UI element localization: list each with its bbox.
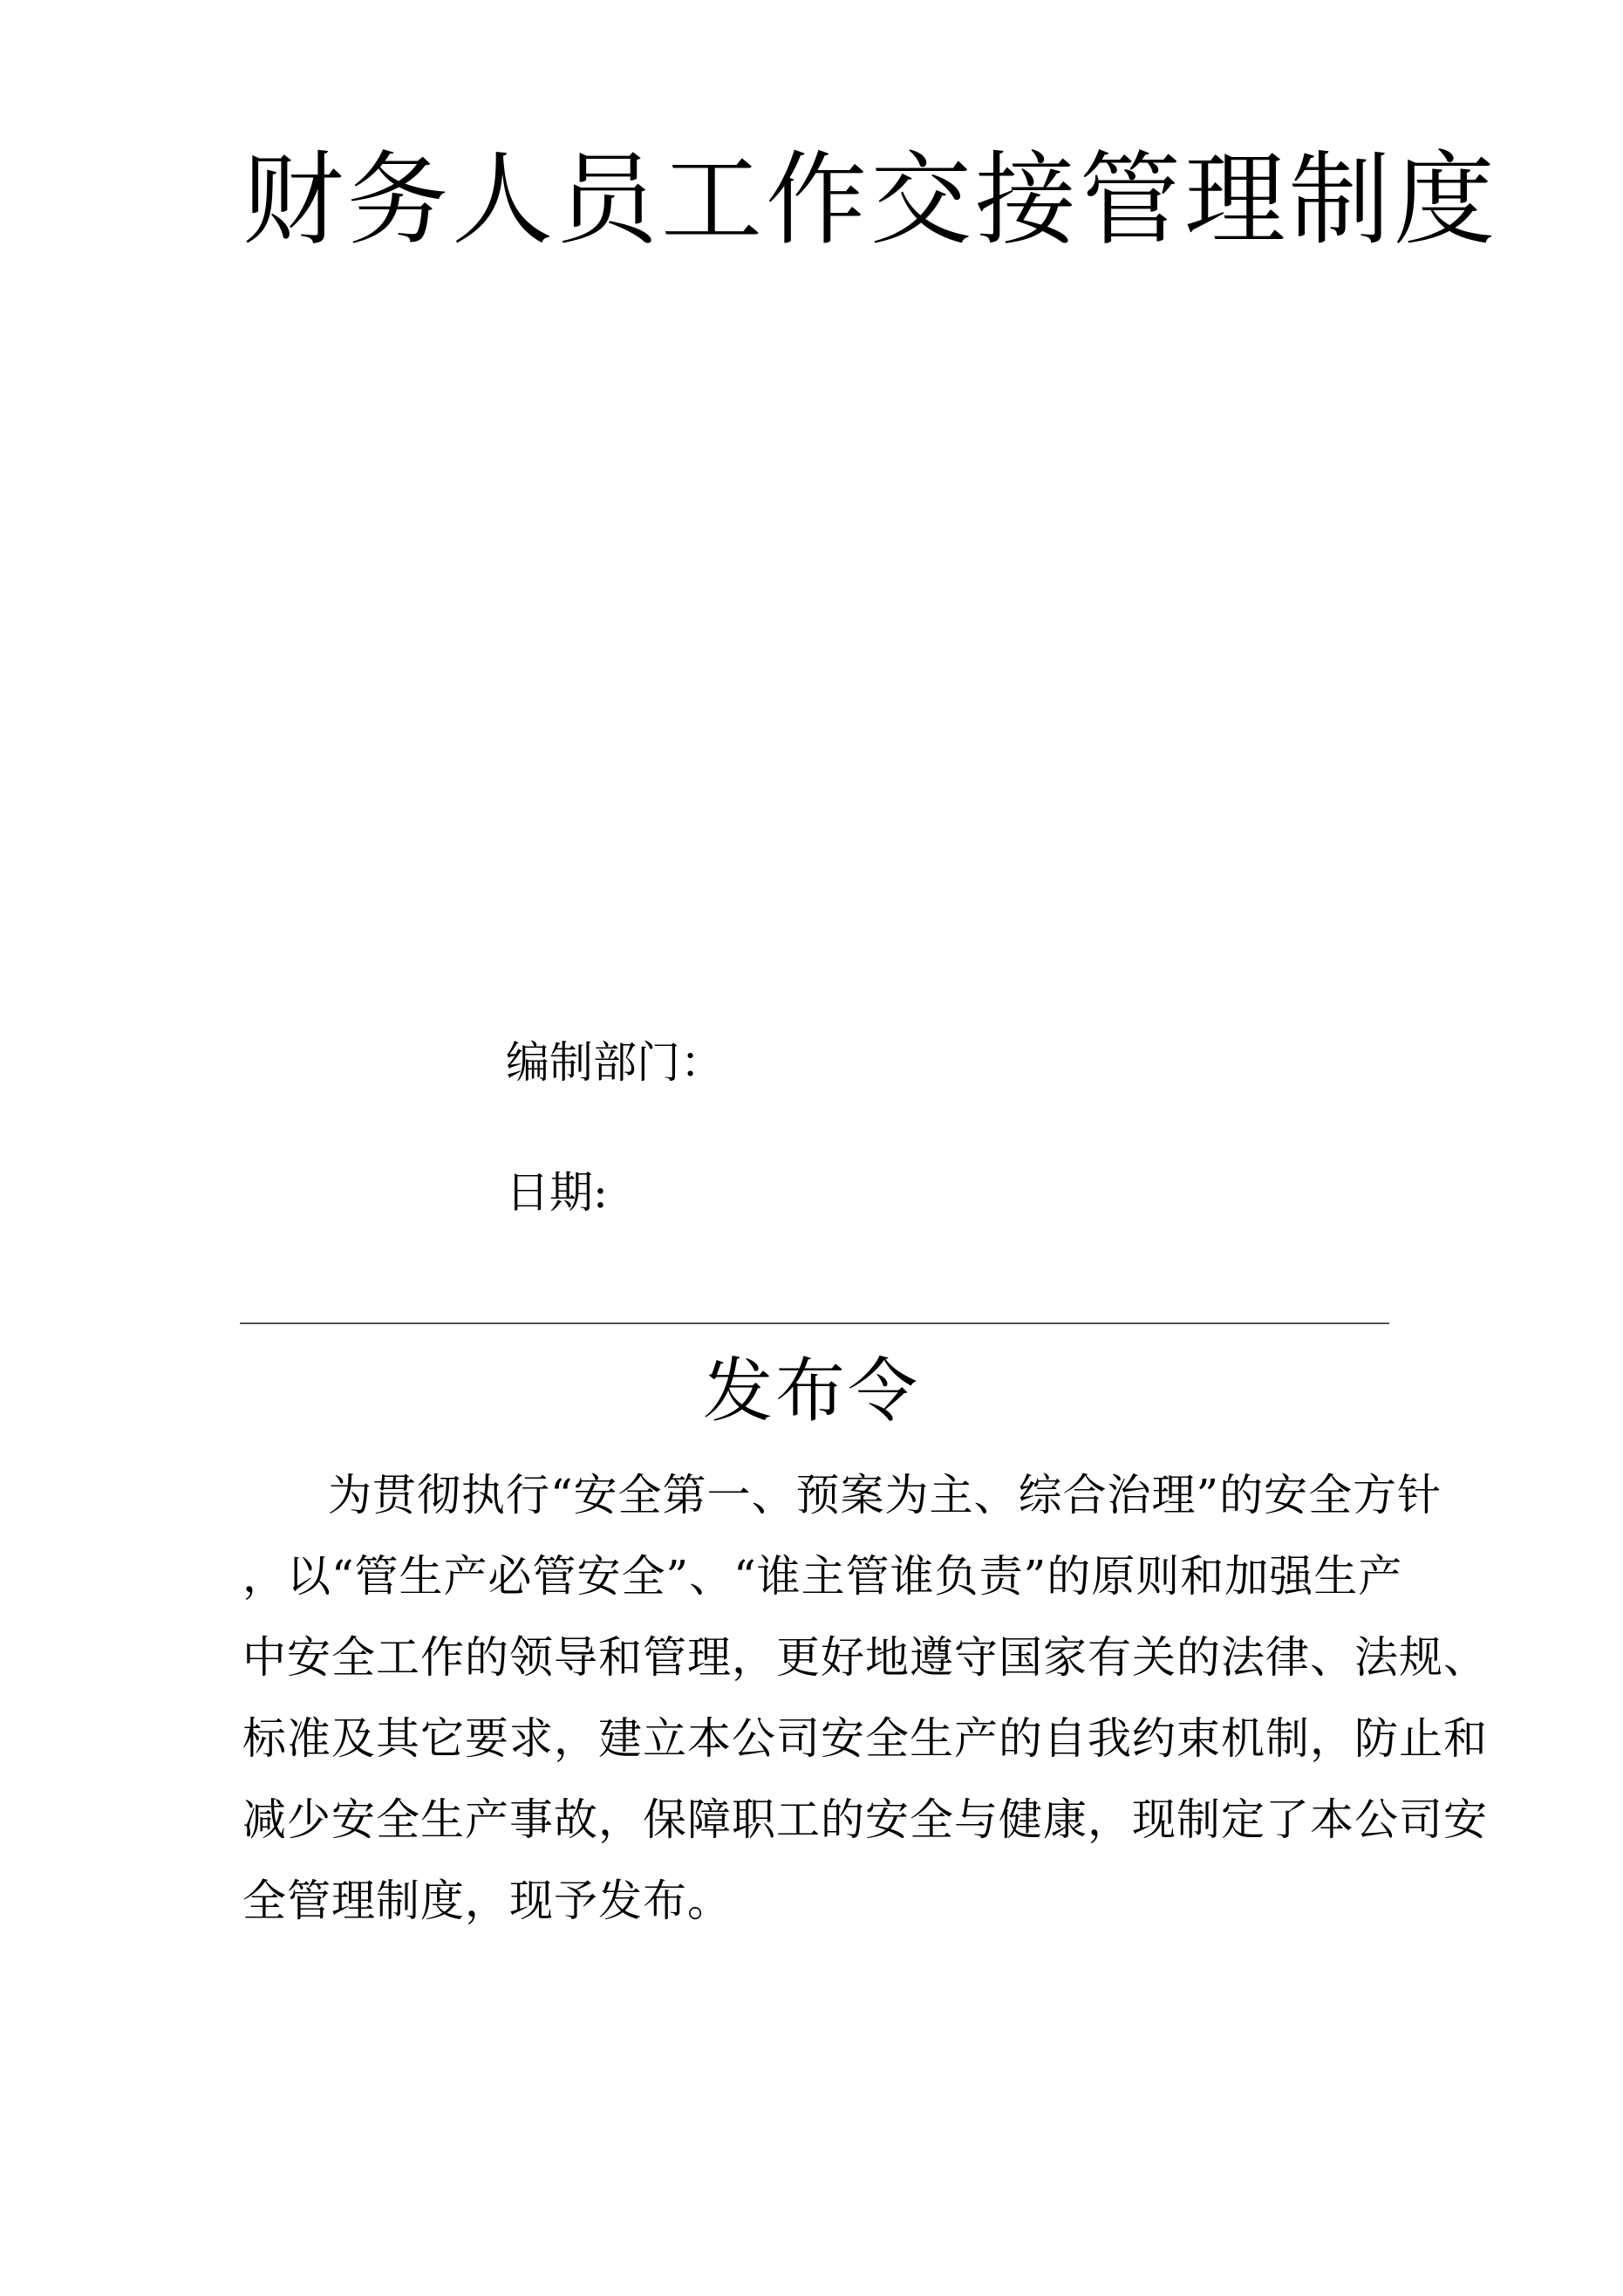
decree-line: 中安全工作的领导和管理，更好地遵守国家有关的法律、法规、	[242, 1632, 1488, 1683]
decree-line: 减少安全生产事故，保障职工的安全与健康，现制定了本公司安	[242, 1794, 1488, 1845]
date-label: 日期:	[506, 1167, 608, 1218]
document-title: 财务人员工作交接管理制度	[242, 141, 1498, 259]
decree-heading: 发布令	[703, 1350, 920, 1432]
decree-body	[242, 1455, 1488, 1942]
decree-line: ，以“管生产必管安全”、“谁主管谁负责”的原则和加强生产	[242, 1551, 1403, 1602]
compile-department-label: 编制部门：	[506, 1037, 724, 1088]
decree-line: 标准及其它要求，建立本公司安全生产的自我约束机制，防止和	[242, 1713, 1488, 1764]
decree-line: 为贯彻执行“安全第一、预案为主、综合治理”的安全方针	[328, 1470, 1442, 1520]
decree-line: 全管理制度，现予发布。	[242, 1876, 732, 1926]
section-divider	[240, 1322, 1389, 1324]
